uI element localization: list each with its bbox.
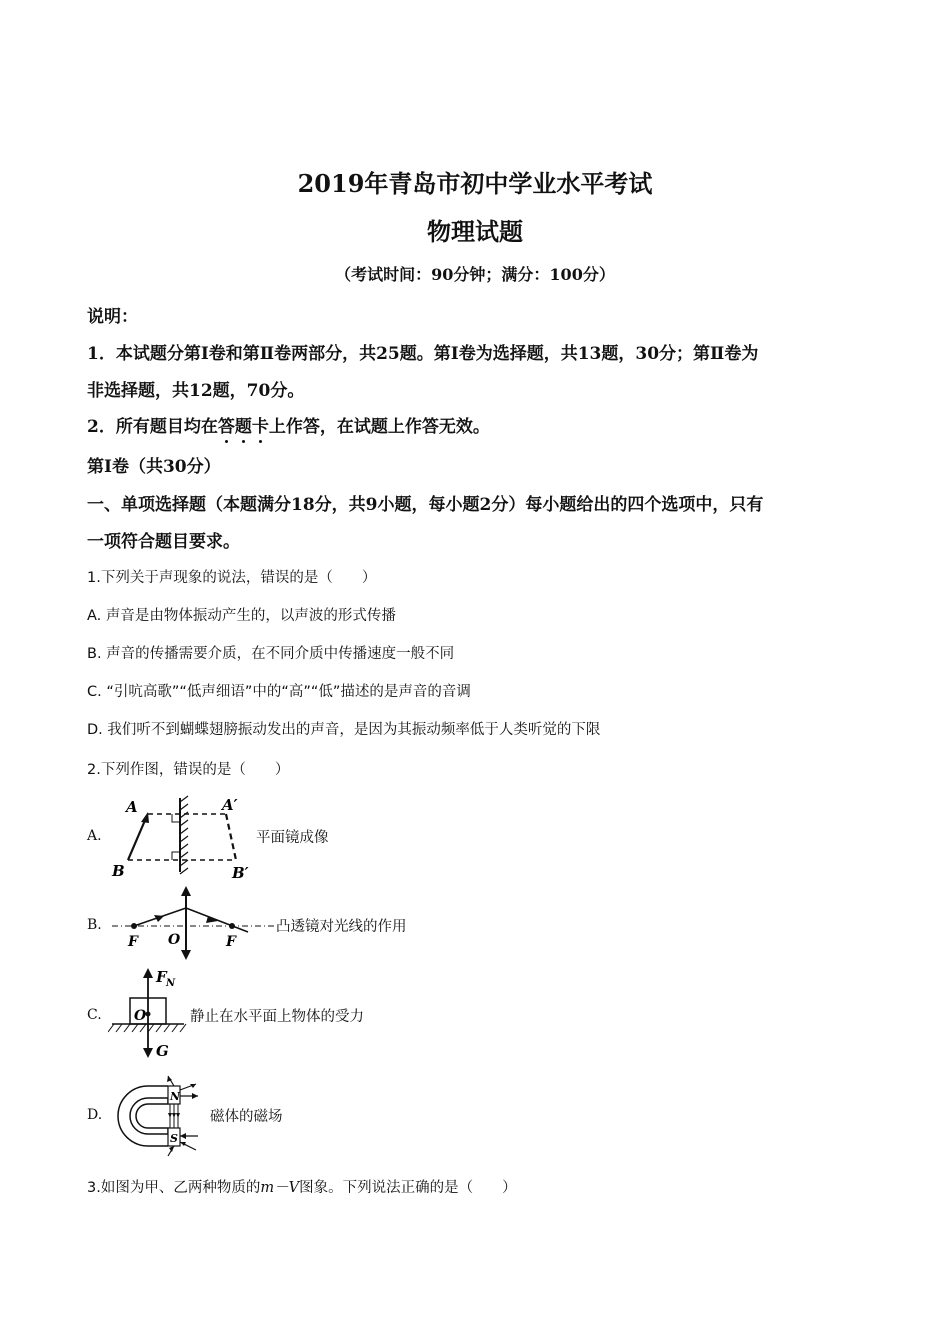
- section-heading-line-1: 一、单项选择题（本题满分18分，共9小题，每小题2分）每小题给出的四个选项中，只有: [87, 495, 764, 515]
- question-2-option-d-caption: 磁体的磁场: [210, 1109, 283, 1125]
- exam-info: （考试时间：90分钟；满分：100分）: [335, 265, 615, 284]
- question-1-option-a: A. 声音是由物体振动产生的，以声波的形式传播: [87, 608, 396, 624]
- question-1-stem: 1.下列关于声现象的说法，错误的是（ ）: [87, 570, 377, 586]
- emphasis-char: 卡: [251, 417, 269, 437]
- emphasis-char: 答: [217, 417, 235, 437]
- label-b-prime: B′: [232, 864, 249, 882]
- instructions-heading: 说明：: [87, 307, 138, 327]
- label-n-subscript: N: [166, 978, 176, 989]
- label-f-right: F: [226, 934, 236, 950]
- object-arrow: [128, 818, 146, 860]
- question-1-option-d: D. 我们听不到蝴蝶翅膀振动发出的声音，是因为其振动频率低于人类听觉的下限: [87, 722, 601, 738]
- label-b: B: [112, 862, 125, 880]
- label-a-prime: A′: [222, 796, 238, 814]
- emphasis-char: 题: [234, 417, 252, 437]
- instruction-2: [87, 412, 490, 437]
- label-south: S: [170, 1132, 178, 1145]
- plane-mirror-diagram: [108, 792, 253, 884]
- magnet-field-diagram: [108, 1072, 208, 1160]
- question-2-option-b-caption: 凸透镜对光线的作用: [276, 919, 407, 935]
- label-o: O: [134, 1008, 147, 1024]
- question-2-option-a-letter: A.: [87, 828, 102, 844]
- label-north: N: [170, 1090, 181, 1103]
- label-o: O: [168, 932, 181, 948]
- question-2-option-c-letter: C.: [87, 1007, 102, 1023]
- question-1-option-b: B. 声音的传播需要介质，在不同介质中传播速度一般不同: [87, 646, 455, 662]
- ray-out: [186, 908, 248, 932]
- u-magnet: [130, 1098, 168, 1134]
- magnet-outline: [118, 1086, 168, 1146]
- question-2-option-a-caption: 平面镜成像: [256, 830, 329, 846]
- question-2-option-d-letter: D.: [87, 1107, 103, 1123]
- instruction-2-before: 2．所有题目均在: [87, 417, 218, 437]
- question-3-stem: [87, 1176, 517, 1197]
- paper-title: 2019年青岛市初中学业水平考试: [297, 169, 653, 198]
- label-f-left: F: [128, 934, 138, 950]
- label-f: F: [156, 968, 167, 986]
- force-diagram: [108, 964, 188, 1060]
- ground-hatching: [108, 1024, 186, 1032]
- question-3-stem-after: 图象。下列说法正确的是（ ）: [299, 1180, 517, 1196]
- question-3-stem-before: 3.如图为甲、乙两种物质的: [87, 1180, 261, 1196]
- question-2-option-b-letter: B.: [87, 917, 102, 933]
- part-title: 第Ⅰ卷（共30分）: [87, 457, 221, 477]
- section-heading-line-2: 一项符合题目要求。: [87, 532, 240, 552]
- question-3-math: m－V: [260, 1180, 300, 1196]
- convex-lens-diagram: [108, 884, 276, 962]
- question-2-option-c-caption: 静止在水平面上物体的受力: [190, 1009, 364, 1025]
- label-a: A: [126, 798, 138, 816]
- mirror-hatching: [180, 796, 188, 874]
- label-g: G: [156, 1042, 169, 1060]
- question-1-option-c: C. “引吭高歌”“低声细语”中的“高”“低”描述的是声音的音调: [87, 684, 471, 700]
- instruction-1-line-2: 非选择题，共12题，70分。: [87, 381, 305, 401]
- image-arrow: [226, 814, 236, 860]
- paper-subtitle: 物理试题: [427, 217, 523, 246]
- instruction-1-line-1: 1．本试题分第Ⅰ卷和第Ⅱ卷两部分，共25题。第Ⅰ卷为选择题，共13题，30分；第Ⅱ卷为: [87, 344, 759, 364]
- instruction-2-after: 上作答，在试题上作答无效。: [268, 417, 490, 437]
- question-2-stem: 2.下列作图，错误的是（ ）: [87, 762, 290, 778]
